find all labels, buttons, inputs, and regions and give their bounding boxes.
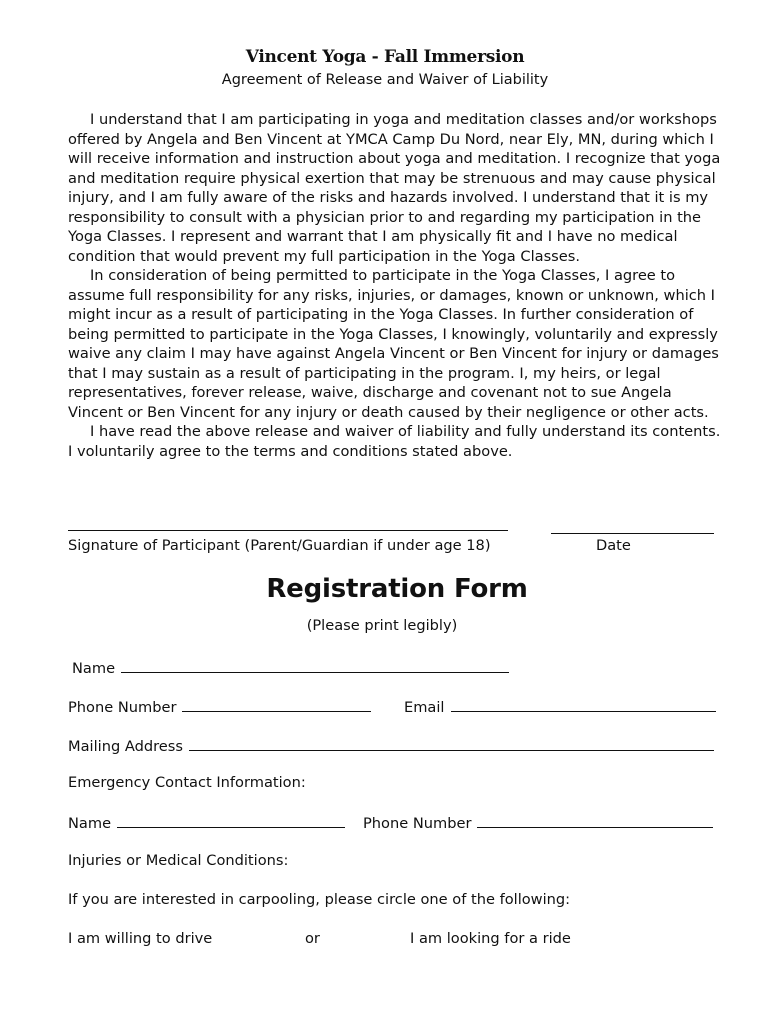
- emergency-contact-heading: Emergency Contact Information:: [68, 774, 306, 791]
- waiver-paragraph: I have read the above release and waiver of liability and fully understand its contents. I voluntarily agree to the terms and conditions stated above.: [68, 423, 721, 460]
- registration-title: Registration Form: [266, 574, 528, 604]
- name-label: Name: [72, 660, 116, 677]
- phone-field: [68, 697, 371, 716]
- signature-line[interactable]: [68, 530, 508, 531]
- waiver-paragraph: I understand that I am participating in yoga and meditation classes and/or workshops offered by Angela and Ben Vincent at YMCA Camp Du Nord, near Ely, MN, during which I will receive information and instruction about yoga and meditation. I recognize that yoga and meditation require physical exertion that may be strenuous and may cause physical injury, and I am fully aware of the risks and hazards involved. I understand that it is my responsibility to consult with a physician prior to and regarding my participation in the Yoga Classes. I represent and warrant that I am physically fit and I have no medical condition that would prevent my full participation in the Yoga Classes.: [68, 111, 721, 265]
- name-input-line[interactable]: [121, 658, 509, 673]
- phone-input-line[interactable]: [182, 697, 371, 712]
- email-label: Email: [404, 699, 445, 716]
- mailing-address-label: Mailing Address: [68, 738, 183, 755]
- emergency-name-input-line[interactable]: [117, 813, 345, 828]
- registration-subtitle: (Please print legibly): [306, 617, 458, 634]
- waiver-subtitle: Agreement of Release and Waiver of Liability: [221, 72, 549, 88]
- date-line[interactable]: [551, 533, 714, 534]
- signature-label: Signature of Participant (Parent/Guardian if under age 18): [68, 537, 491, 554]
- document-title: Vincent Yoga - Fall Immersion: [245, 47, 525, 67]
- carpool-option-ride[interactable]: I am looking for a ride: [410, 930, 571, 947]
- emergency-phone-field: [363, 813, 713, 832]
- mailing-address-input-line[interactable]: [189, 736, 714, 751]
- name-field: [72, 658, 509, 677]
- waiver-body: [68, 110, 728, 461]
- date-label: Date: [596, 537, 631, 554]
- carpool-or: or: [305, 930, 320, 947]
- emergency-phone-input-line[interactable]: [477, 813, 713, 828]
- email-input-line[interactable]: [451, 697, 716, 712]
- mailing-address-field: [68, 736, 714, 755]
- emergency-name-field: [68, 813, 345, 832]
- phone-label: Phone Number: [68, 699, 177, 716]
- emergency-phone-label: Phone Number: [363, 815, 472, 832]
- waiver-paragraph: In consideration of being permitted to participate in the Yoga Classes, I agree to assume full responsibility for any risks, injuries, or damages, known or unknown, which I might incur as a result of participating in the Yoga Classes. In further consideration of being permitted to participate in the Yoga Classes, I knowingly, voluntarily and expressly waive any claim I may have against Angela Vincent or Ben Vincent for injury or damages that I may sustain as a result of participating in the program. I, my heirs, or legal representatives, forever release, waive, discharge and covenant not to sue Angela Vincent or Ben Vincent for any injury or death caused by their negligence or other acts.: [68, 267, 719, 421]
- injuries-label: Injuries or Medical Conditions:: [68, 852, 289, 869]
- carpool-prompt: If you are interested in carpooling, please circle one of the following:: [68, 891, 571, 908]
- email-field: [404, 697, 716, 716]
- carpool-option-drive[interactable]: I am willing to drive: [68, 930, 213, 947]
- emergency-name-label: Name: [68, 815, 112, 832]
